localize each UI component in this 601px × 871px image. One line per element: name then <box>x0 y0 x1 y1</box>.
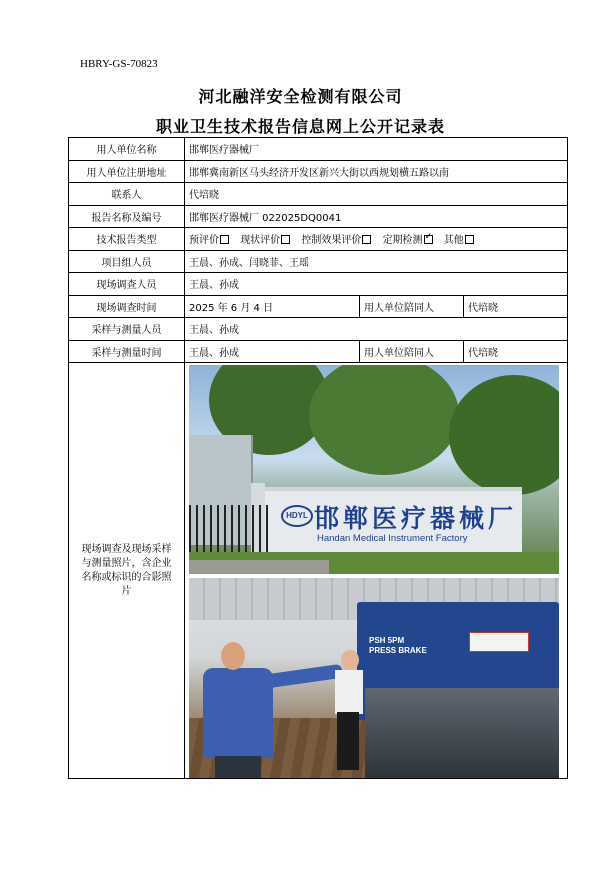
survey-time-label: 现场调查时间 <box>69 295 185 318</box>
employer-name-value: 邯郸医疗器械厂 <box>185 138 568 161</box>
report-type-options <box>185 228 568 251</box>
contact-value: 代培晓 <box>185 183 568 206</box>
row-project-members <box>69 250 568 273</box>
option-periodic-testing-label: 定期检测 <box>382 235 423 247</box>
survey-accompany-value: 代培晓 <box>464 295 568 318</box>
survey-accompany-label: 用人单位陪同人 <box>360 295 464 318</box>
registered-address-label: 用人单位注册地址 <box>69 160 185 183</box>
document-code: HBRY-GS-70823 <box>80 58 158 70</box>
photos-label: 现场调查及现场采样与测量照片，含企业名称或标识的合影照片 <box>69 363 185 779</box>
row-sampling-time <box>69 340 568 363</box>
company-title: 河北融洋安全检测有限公司 <box>198 87 403 106</box>
worker-figure <box>329 650 369 778</box>
sampling-time-label: 采样与测量时间 <box>69 340 185 363</box>
row-employer-name <box>69 138 568 161</box>
factory-gate-photo <box>189 365 559 574</box>
inspector-legs <box>215 756 261 778</box>
machine-type: PRESS BRAKE <box>369 646 427 655</box>
checkbox-periodic-testing[interactable] <box>424 235 433 244</box>
tree-shape <box>449 375 559 495</box>
worker-legs <box>337 712 359 770</box>
sampling-accompany-label: 用人单位陪同人 <box>360 340 464 363</box>
form-title: 职业卫生技术报告信息网上公开记录表 <box>155 117 445 136</box>
option-periodic-testing <box>383 235 433 246</box>
contact-label: 联系人 <box>69 183 185 206</box>
option-pre-evaluation-label: 预评价 <box>189 235 219 247</box>
machine-bed <box>365 688 559 778</box>
tree-shape <box>309 365 459 475</box>
checkbox-control-effect[interactable] <box>362 235 371 244</box>
road-strip <box>189 560 329 574</box>
inspector-body <box>203 668 273 758</box>
option-other-label: 其他 <box>443 235 464 247</box>
checkbox-pre-evaluation[interactable] <box>220 235 229 244</box>
row-contact <box>69 183 568 206</box>
project-members-label: 项目组人员 <box>69 250 185 273</box>
sampling-staff-label: 采样与测量人员 <box>69 318 185 341</box>
machine-label <box>369 636 427 656</box>
worker-head <box>341 650 359 670</box>
inspector-head <box>221 642 245 670</box>
photos-cell <box>185 363 568 779</box>
option-control-effect-label: 控制效果评价 <box>301 235 362 247</box>
report-type-label: 技术报告类型 <box>69 228 185 251</box>
row-photos <box>69 363 568 779</box>
company-logo: HDYL <box>281 505 313 527</box>
checkbox-other[interactable] <box>465 235 474 244</box>
warning-plate <box>469 632 529 652</box>
record-table <box>68 137 568 779</box>
row-report-type <box>69 228 568 251</box>
row-report-name <box>69 205 568 228</box>
machine-model: PSH 5PM <box>369 636 405 645</box>
employer-name-label: 用人单位名称 <box>69 138 185 161</box>
row-sampling-staff <box>69 318 568 341</box>
sampling-staff-value: 王晨、孙成 <box>185 318 568 341</box>
option-control-effect <box>301 235 371 246</box>
report-name-label: 报告名称及编号 <box>69 205 185 228</box>
option-status-evaluation-label: 现状评价 <box>240 235 281 247</box>
row-registered-address <box>69 160 568 183</box>
registered-address-value: 邯郸冀南新区马头经济开发区新兴大街以西规划横五路以南 <box>185 160 568 183</box>
row-survey-time <box>69 295 568 318</box>
survey-staff-label: 现场调查人员 <box>69 273 185 296</box>
worker-body <box>335 670 363 714</box>
row-survey-staff <box>69 273 568 296</box>
gate-sign-chinese: 邯郸医疗器械厂 <box>314 504 518 533</box>
gate-sign-english: Handan Medical Instrument Factory <box>317 533 468 544</box>
option-other <box>444 235 474 246</box>
iron-fence <box>189 505 269 555</box>
option-pre-evaluation <box>189 235 229 246</box>
sampling-accompany-value: 代培晓 <box>464 340 568 363</box>
sampling-time-value: 王晨、孙成 <box>185 340 360 363</box>
checkbox-status-evaluation[interactable] <box>281 235 290 244</box>
report-name-value: 邯郸医疗器械厂 022025DQ0041 <box>185 205 568 228</box>
survey-time-value: 2025 年 6 月 4 日 <box>185 295 360 318</box>
project-members-value: 王晨、孙成、闫晓菲、王瑶 <box>185 250 568 273</box>
option-status-evaluation <box>240 235 290 246</box>
survey-staff-value: 王晨、孙成 <box>185 273 568 296</box>
press-brake-photo <box>189 578 559 778</box>
inspector-figure <box>199 642 309 778</box>
